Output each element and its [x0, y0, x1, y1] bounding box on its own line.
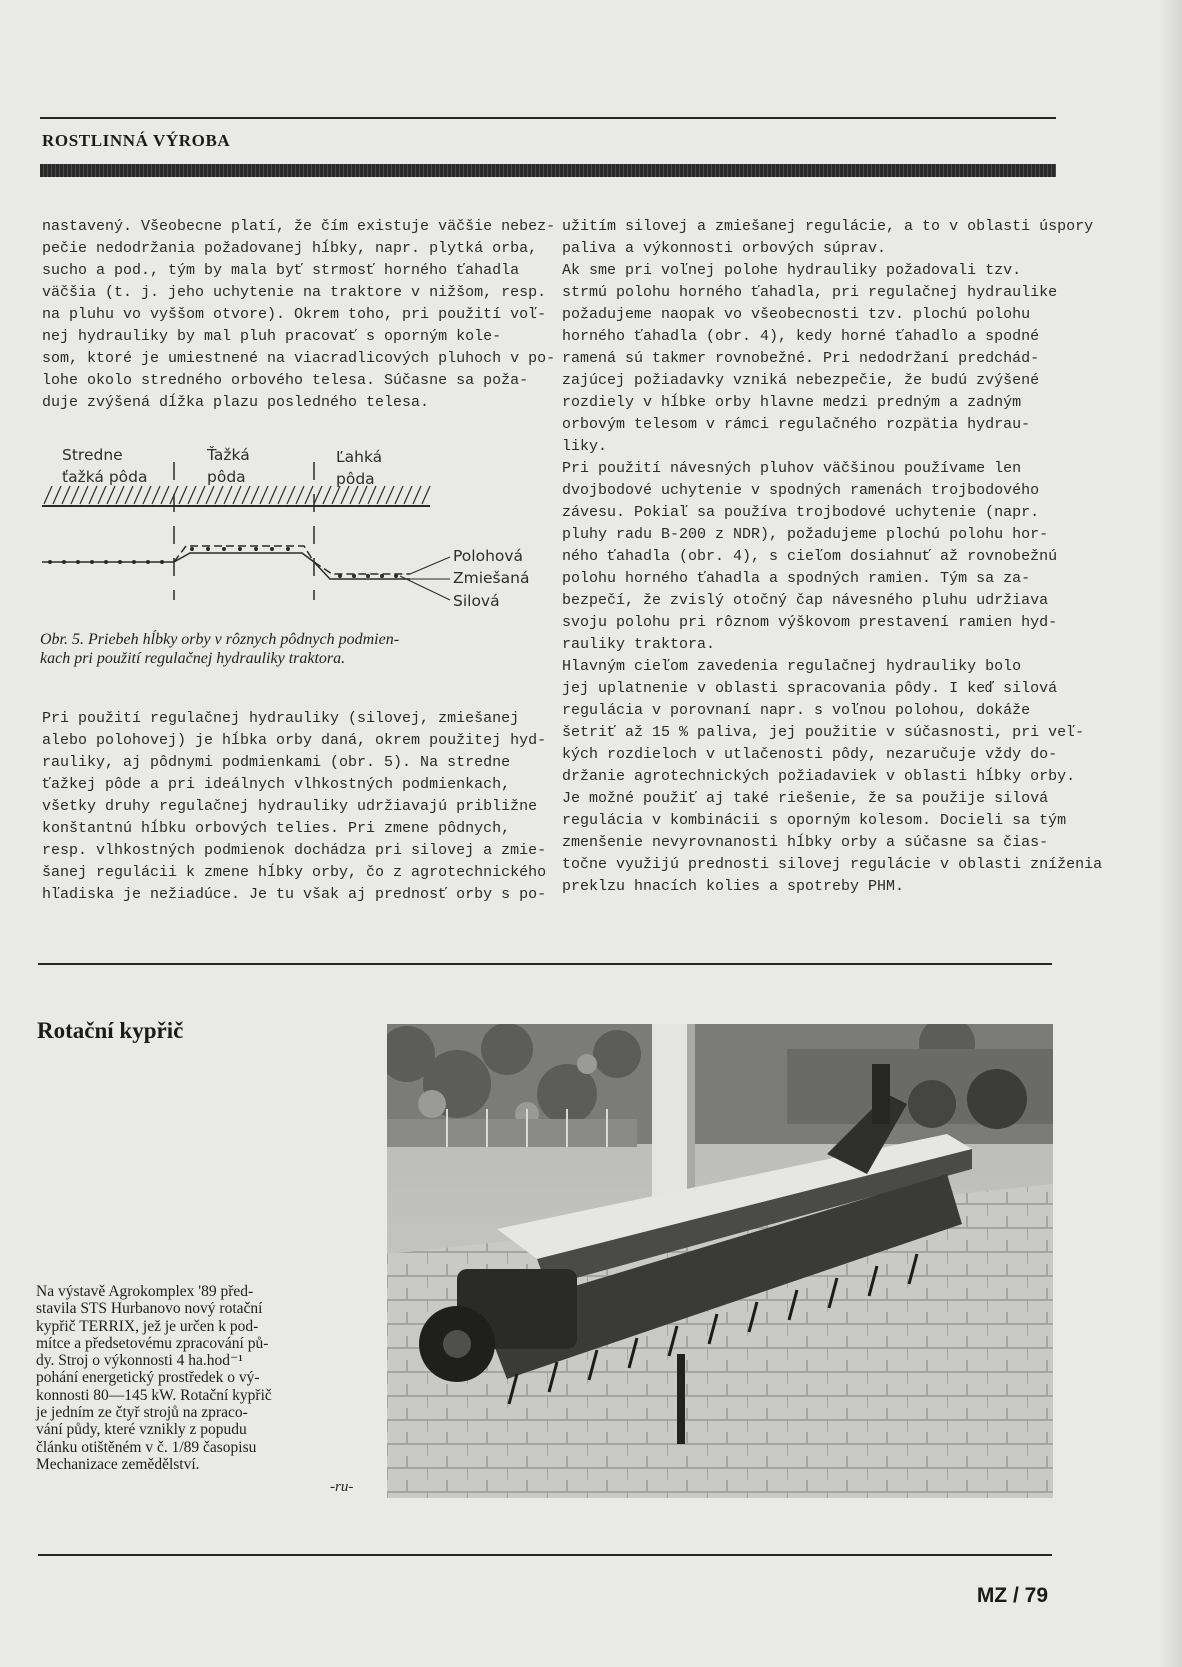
text-line: strmú polohu horného ťahadla, pri regulačnej hydraulike — [562, 284, 1058, 301]
text-line: Pri použití návesných pluhov väčšinou používame len — [562, 460, 1022, 477]
text-line: rauliky, aj pôdnymi podmienkami (obr. 5). Na stredne — [42, 754, 511, 771]
news-line: vání půdy, které vznikly z popudu — [36, 1421, 247, 1439]
text-line: duje zvýšená dĺžka plazu posledného telesa. — [42, 394, 430, 411]
text-line: šanej regulácii k zmene hĺbky orby, čo z agrotechnického — [42, 864, 547, 881]
text-line: nej hydrauliky by mal pluh pracovať s oporným kole- — [42, 328, 502, 345]
text-line: som, ktoré je umiestnené na viacradlicových pluhoch v po- — [42, 350, 556, 367]
curve-label-position: Polohová — [453, 547, 524, 565]
text-line: točne využijú prednosti silovej regulácie v oblasti zníženia — [562, 856, 1103, 873]
text-line: jej uplatnenie v oblasti spracovania pôdy. I keď silová — [562, 680, 1058, 697]
news-line: Na výstavě Agrokomplex '89 před- — [36, 1283, 254, 1300]
text-line: kých rozdieloch v utlačenosti pôdy, nezaručuje vždy do- — [562, 746, 1058, 763]
news-line: pohání energetický prostředek o vý- — [36, 1369, 260, 1387]
text-line: resp. vlhkostných podmienok dochádza pri silovej a zmie- — [42, 842, 547, 859]
header-hatch-bar — [40, 164, 1056, 177]
text-line: závesu. Pokiaľ sa používa trojbodové uchytenie (napr. — [562, 504, 1040, 521]
text-line: držanie agrotechnických požiadaviek v oblasti hĺbky orby. — [562, 768, 1076, 785]
text-line: Hlavným cieľom zavedenia regulačnej hydrauliky bolo — [562, 658, 1022, 675]
header-top-rule — [40, 117, 1056, 119]
news-line: Mechanizace zemědělství. — [36, 1455, 200, 1473]
text-line: väčšia (t. j. jeho uchytenie na traktore v nižšom, resp. — [42, 284, 547, 301]
soil-label-heavy: Ťažká pôda — [207, 446, 250, 486]
right-column — [562, 216, 1103, 898]
curve-label-mixed: Zmiešaná — [453, 569, 530, 587]
text-line: Ak sme pri voľnej polohe hydrauliky požadovali tzv. — [562, 262, 1022, 279]
text-line: konštantnú hĺbku orbových telies. Pri zmene pôdnych, — [42, 820, 511, 837]
text-line: liky. — [562, 438, 608, 455]
left-column-upper — [42, 216, 556, 414]
text-line: rozdiely v hĺbke orby hlavne medzi predným a zadným — [562, 394, 1022, 411]
page-edge-shadow — [1160, 0, 1182, 1667]
text-line: paliva a výkonnosti orbových súprav. — [562, 240, 887, 257]
news-line: kypřič TERRIX, jež je určen k pod- — [36, 1317, 259, 1335]
news-line: je jedním ze čtyř strojů na zpraco- — [36, 1404, 248, 1422]
text-line: polohu horného ťahadla a spodných ramien. Tým sa za- — [562, 570, 1031, 587]
text-line: ramená sú takmer rovnobežné. Pri nedodržaní predchád- — [562, 350, 1040, 367]
news-signature: -ru- — [330, 1479, 354, 1495]
text-line: zmenšenie nevyrovnanosti hĺbky orby a súčasne sa čias- — [562, 834, 1049, 851]
text-line: sucho a pod., tým by mala byť strmosť horného ťahadla — [42, 262, 520, 279]
text-line: regulácia v kombinácii s oporným kolesom. Docieli sa tým — [562, 812, 1067, 829]
news-title: Rotační kypřič — [37, 1018, 184, 1043]
text-line: Je možné použiť aj také riešenie, že sa použije silová — [562, 790, 1049, 807]
news-body — [36, 1283, 358, 1473]
news-line: mítce a předsetovému zpracování pů- — [36, 1334, 269, 1352]
text-line: orbovým telesom v rámci regulačného rozpätia hydrau- — [562, 416, 1031, 433]
soil-label-medium: Stredne ťažká pôda — [62, 446, 148, 486]
curve-label-force: Silová — [453, 592, 500, 610]
text-line: lohe okolo stredného orbového telesa. Súčasne sa poža- — [42, 372, 529, 389]
section-divider — [38, 963, 1052, 965]
page-number: MZ / 79 — [976, 1584, 1048, 1607]
news-line: dy. Stroj o výkonnosti 4 ha.hod⁻¹ — [36, 1352, 243, 1370]
footer-rule — [38, 1554, 1052, 1556]
text-line: regulácia v porovnaní napr. s voľnou polohou, dokáže — [562, 702, 1031, 719]
soil-label-light: Ľahká pôda — [336, 448, 383, 488]
text-line: na pluhu vo vyššom otvore). Okrem toho, pri použití voľ- — [42, 306, 547, 323]
cultivator-illustration — [387, 1024, 1053, 1498]
text-line: rauliky traktora. — [562, 636, 716, 653]
news-line: článku otištěném v č. 1/89 časopisu — [36, 1438, 257, 1456]
rotary-cultivator-photo — [387, 1024, 1053, 1498]
text-line: alebo polohovej) je hĺbka orby daná, okrem použitej hyd- — [42, 732, 547, 749]
text-line: ťažkej pôde a pri ideálnych vlhkostných podmienkach, — [42, 776, 511, 793]
text-line: Pri použití regulačnej hydrauliky (silovej, zmiešanej — [42, 710, 520, 727]
text-line: nastavený. Všeobecne platí, že čím existuje väčšie nebez- — [42, 218, 556, 235]
text-line: horného ťahadla (obr. 4), kedy horné ťahadlo a spodné — [562, 328, 1040, 345]
text-line: požadujeme naopak vo všeobecnosti tzv. plochú polohu — [562, 306, 1031, 323]
text-line: ného ťahadla (obr. 4), s cieľom dosiahnuť až rovnobežnú — [562, 548, 1058, 565]
text-line: dvojbodové uchytenie v spodných ramenách trojbodového — [562, 482, 1040, 499]
text-line: šetriť až 15 % paliva, jej použitie v súčasnosti, pri veľ- — [562, 724, 1085, 741]
left-column-lower — [42, 708, 547, 906]
text-line: pečie nedodržania požadovanej hĺbky, napr. plytká orba, — [42, 240, 538, 257]
text-line: všetky druhy regulačnej hydrauliky udržiavajú približne — [42, 798, 538, 815]
text-line: svoju polohu pri rôznom výškovom prestavení ramien hyd- — [562, 614, 1058, 631]
text-line: užitím silovej a zmiešanej regulácie, a to v oblasti úspory — [562, 218, 1094, 235]
text-line: preklzu hnacích kolies a spotreby PHM. — [562, 878, 905, 895]
news-line: stavila STS Hurbanovo nový rotační — [36, 1300, 263, 1318]
text-line: bezpečí, že zvislý otočný čap návesného pluhu udržiava — [562, 592, 1049, 609]
news-line: konnosti 80—145 kW. Rotační kypřič — [36, 1386, 272, 1404]
text-line: pluhy radu B-200 z NDR), požadujeme plochú polohu hor- — [562, 526, 1049, 543]
figure-caption: Obr. 5. Priebeh hĺbky orby v rôznych pôdnych podmien- kach pri použití regulačnej hydrauliky traktora. — [40, 631, 400, 667]
text-line: hľadiska je nežiadúce. Je tu však aj prednosť orby s po- — [42, 886, 547, 903]
section-header: ROSTLINNÁ VÝROBA — [42, 131, 231, 150]
text-line: zajúcej požiadavky vzniká nebezpečie, že budú zvýšené — [562, 372, 1040, 389]
